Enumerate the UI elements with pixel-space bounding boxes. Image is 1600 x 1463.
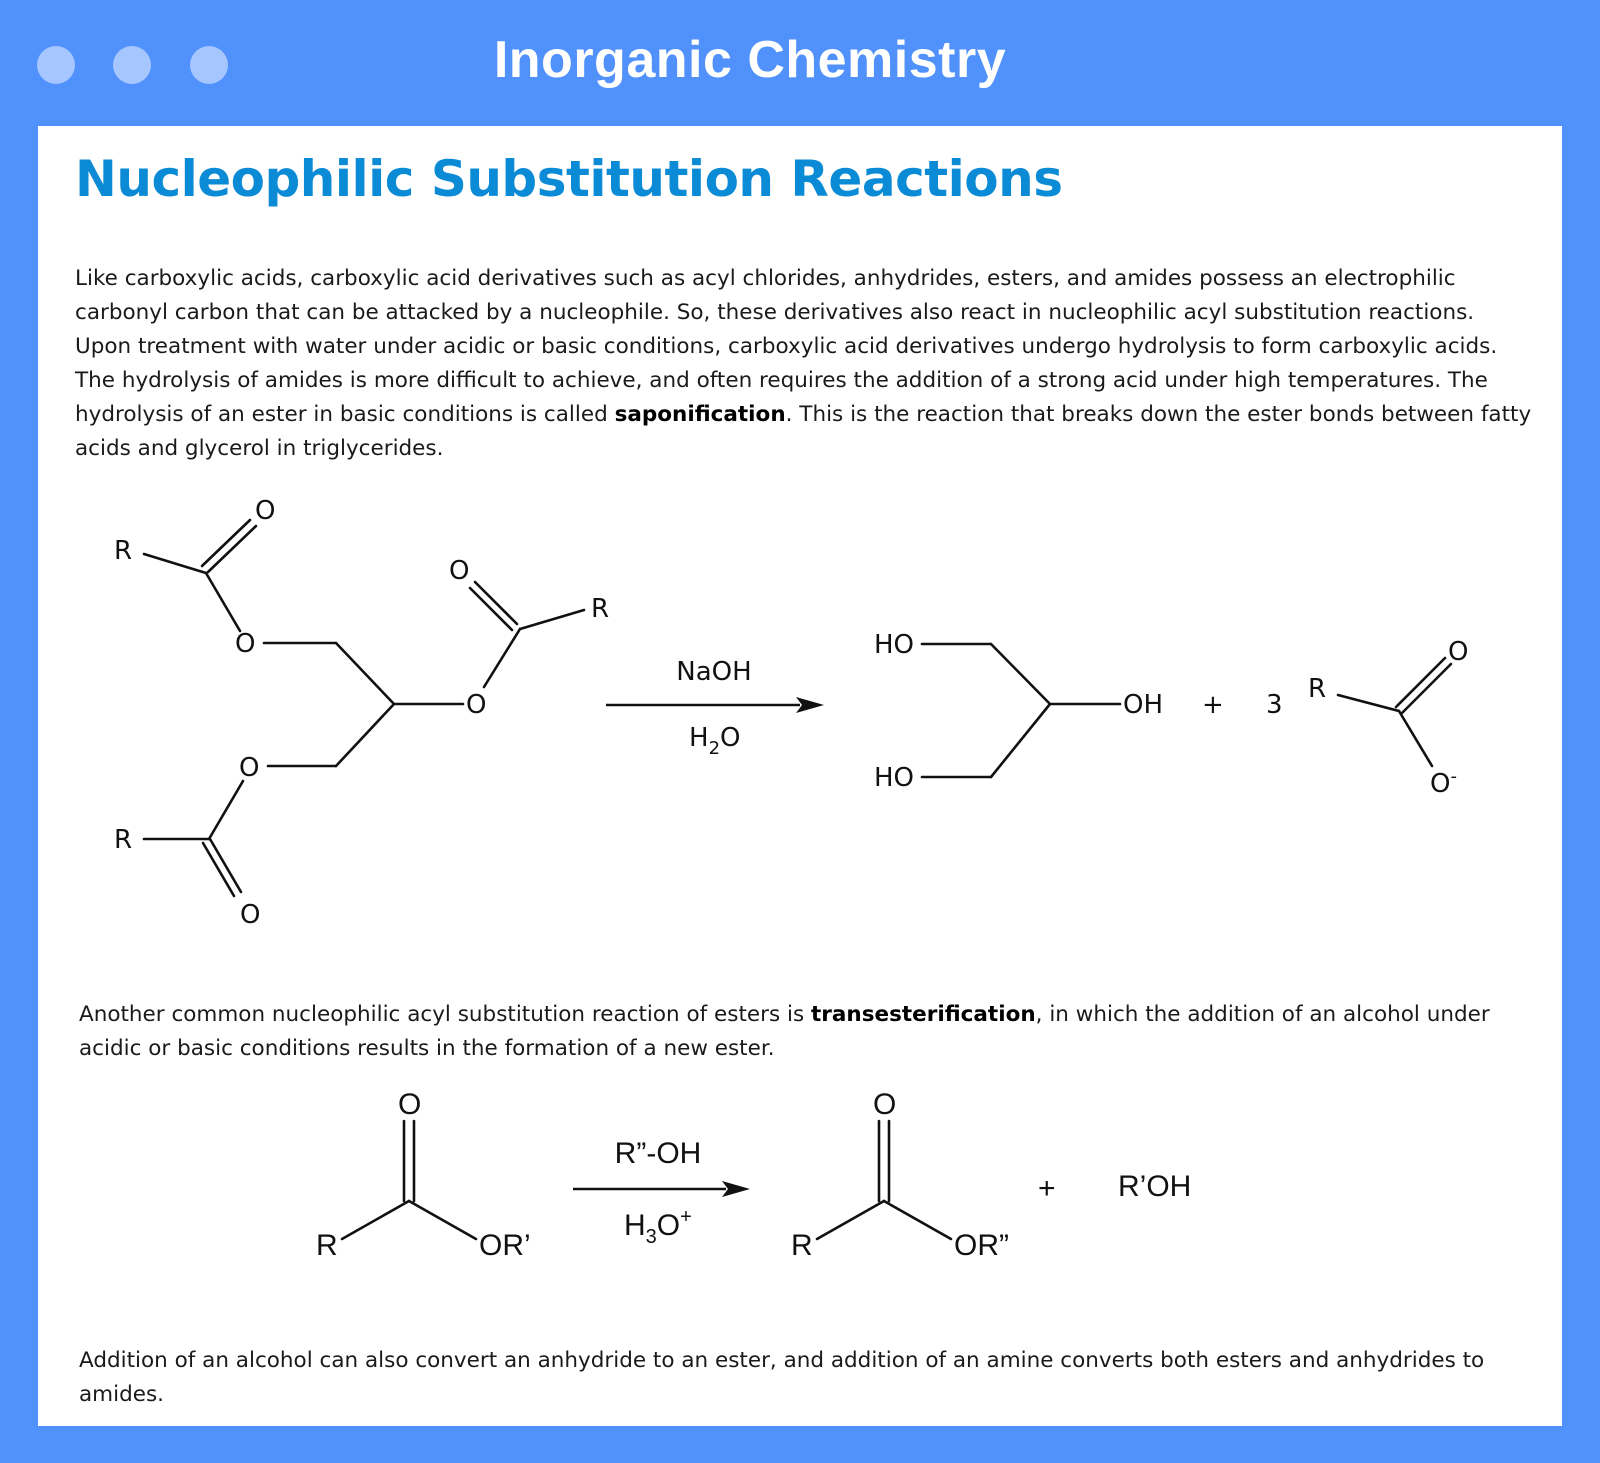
reagent-alcohol: R”-OH — [614, 1137, 702, 1170]
saponification-paragraph — [75, 262, 1535, 466]
label-ho: HO — [874, 630, 915, 660]
label-r: R — [1308, 674, 1327, 704]
label-o: O — [255, 496, 276, 526]
reagent-water: $H_2O$ — [689, 723, 741, 759]
label-r: R — [114, 536, 133, 566]
term-saponification: saponification — [614, 402, 786, 427]
ester-reactant — [316, 1088, 531, 1262]
saponification-arrow — [606, 657, 824, 759]
label-r: R — [316, 1229, 338, 1262]
para1-text: Like carboxylic acids, carboxylic acid derivatives such as acyl chlorides, anhydrides, esters, and amides possess an electrophilic carbonyl carbon that can be attacked by a nucleophile. So, these derivatives also react in nucleophilic acyl substitution reactions. Upon treatment with water under acidic or basic conditions, carboxylic acid derivatives undergo hydrolysis to form carboxylic acids. The hydrolysis of amides is more difficult to achieve, and often requires the addition of a strong acid under high temperatures. The hydrolysis of an ester in basic conditions is called — [75, 266, 1498, 427]
label-o-minus: O- — [1430, 766, 1457, 799]
label-o: O — [449, 556, 470, 586]
content-panel — [38, 126, 1562, 1426]
label-r: R — [591, 594, 610, 624]
label-o: O — [466, 690, 487, 720]
label-o: O — [239, 753, 260, 783]
para1-text-end: . This is the reaction that breaks down the ester bonds between fatty acids and glycerol in triglycerides. — [75, 402, 1532, 461]
closing-paragraph: Addition of an alcohol can also convert an anhydride to an ester, and addition of an amine converts both esters and anhydrides to amides. — [79, 1348, 1485, 1407]
title-bar — [0, 0, 1600, 126]
para2-text: Another common nucleophilic acyl substitution reaction of esters is — [79, 1002, 812, 1027]
stoichiometric-coefficient: 3 — [1266, 690, 1283, 720]
carboxylate-structure — [1308, 637, 1468, 799]
transesterification-arrow — [573, 1137, 750, 1248]
label-o: O — [240, 900, 261, 930]
label-or-prime: OR’ — [479, 1229, 531, 1262]
byproduct-alcohol: R’OH — [1118, 1170, 1192, 1203]
transesterification-paragraph — [79, 998, 1549, 1066]
label-o: O — [873, 1088, 897, 1121]
label-r: R — [114, 825, 133, 855]
page-heading: Nucleophilic Substitution Reactions — [75, 150, 1063, 208]
label-o: O — [235, 629, 256, 659]
label-ho: HO — [874, 763, 915, 793]
saponification-scheme — [38, 496, 1562, 966]
para2-text-end: , in which the addition of an alcohol under acidic or basic conditions results in the formation of a new ester. — [79, 1002, 1490, 1061]
reagent-hydronium: $H_3O^+$ — [624, 1206, 692, 1248]
label-o: O — [1448, 637, 1469, 667]
label-oh: OH — [1123, 690, 1164, 720]
transesterification-scheme — [38, 1081, 1562, 1281]
label-r: R — [791, 1229, 813, 1262]
label-or-double-prime: OR” — [954, 1229, 1009, 1262]
glycerol-structure — [874, 630, 1163, 793]
window-title: Inorganic Chemistry — [493, 31, 1007, 89]
plus-sign: + — [1038, 1172, 1056, 1205]
reagent-naoh: NaOH — [676, 657, 752, 687]
triglyceride-structure — [114, 496, 609, 930]
term-transesterification: transesterification — [811, 1002, 1036, 1027]
plus-sign: + — [1202, 690, 1224, 720]
label-o: O — [398, 1088, 422, 1121]
ester-product — [791, 1088, 1009, 1262]
